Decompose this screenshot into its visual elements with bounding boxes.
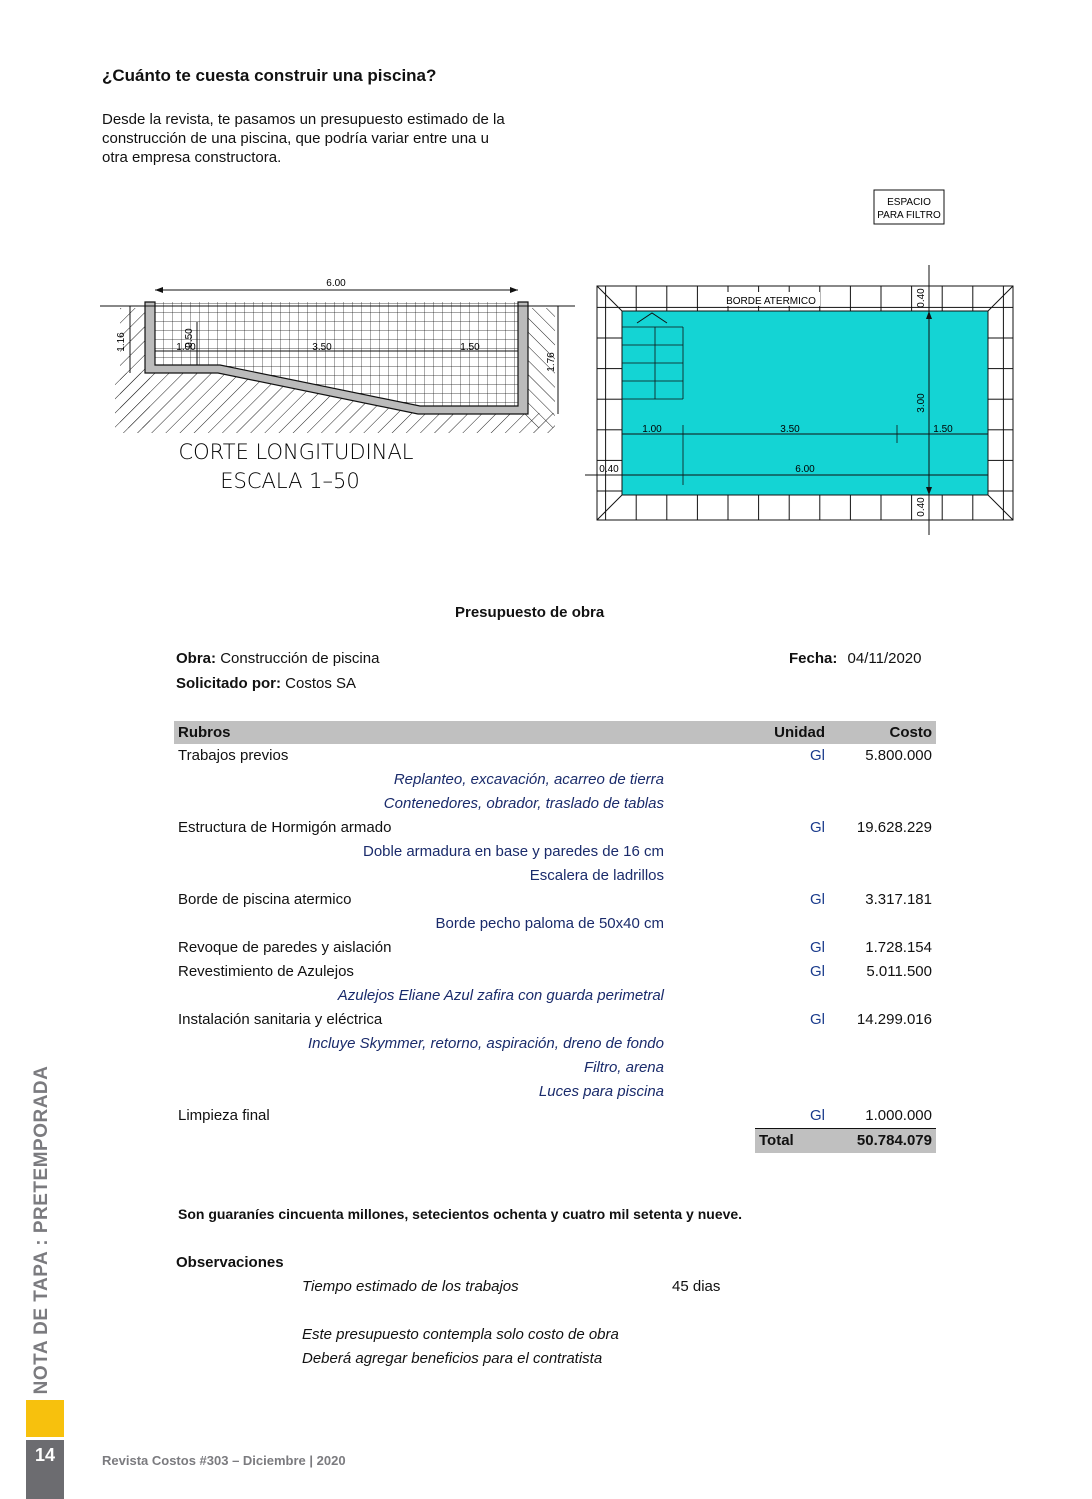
table-subrow [174, 1080, 936, 1104]
total-spacer [174, 1129, 755, 1154]
table-row [174, 1104, 936, 1129]
obs-time-value: 45 dias [672, 1278, 721, 1295]
budget-heading: Presupuesto de obra [455, 604, 605, 621]
table-row [174, 816, 936, 840]
col-rubros: Rubros [174, 721, 755, 744]
requester-value: Costos SA [285, 675, 357, 692]
budget-table [174, 721, 936, 1153]
plan-dim-top: 0.40 [916, 288, 927, 308]
longitudinal-section-drawing [100, 258, 575, 498]
row-item: Revoque de paredes y aislación [178, 939, 392, 956]
row-item: Trabajos previos [178, 747, 289, 764]
section-label-text: NOTA DE TAPA : PRETEMPORADA [31, 1065, 52, 1395]
plan-dim-left: 0.40 [599, 464, 619, 475]
filter-label-line2: PARA FILTRO [877, 210, 941, 221]
row-unit: Gl [810, 819, 825, 836]
budget-table-header [174, 721, 936, 744]
requester-line [176, 675, 356, 692]
table-row [174, 960, 936, 984]
section-label [22, 1060, 62, 1400]
article-title: ¿Cuánto te cuesta construir una piscina? [102, 66, 437, 85]
row-item: Revestimiento de Azulejos [178, 963, 354, 980]
section-caption-line2: ESCALA 1–50 [220, 469, 360, 493]
plan-dim-b: 3.50 [780, 424, 800, 435]
table-subrow [174, 864, 936, 888]
pool-plan-drawing [575, 185, 1025, 545]
section-dim-deep: 1.76 [546, 352, 557, 372]
section-caption-line1: CORTE LONGITUDINAL [178, 440, 414, 464]
row-cost: 19.628.229 [856, 819, 932, 836]
row-detail: Filtro, arena [583, 1059, 664, 1076]
footer-text: Revista Costos #303 – Diciembre | 2020 [102, 1453, 346, 1468]
date-label: Fecha: [789, 650, 838, 667]
row-unit: Gl [810, 747, 825, 764]
observations-heading: Observaciones [176, 1254, 284, 1271]
intro-line: otra empresa constructora. [102, 149, 282, 166]
row-detail: Incluye Skymmer, retorno, aspiración, dreno de fondo [307, 1035, 664, 1052]
row-cost: 3.317.181 [865, 891, 932, 908]
plan-dim-a: 1.00 [642, 424, 662, 435]
row-unit: Gl [810, 1011, 825, 1028]
row-cost: 1.728.154 [865, 939, 932, 956]
row-detail: Doble armadura en base y paredes de 16 cm [362, 843, 664, 860]
plan-dim-bottom: 0.40 [916, 497, 927, 517]
table-subrow [174, 984, 936, 1008]
total-row [174, 1129, 936, 1154]
row-unit: Gl [810, 939, 825, 956]
row-cost: 1.000.000 [833, 1104, 936, 1129]
table-subrow [174, 912, 936, 936]
page-number: 14 [26, 1440, 64, 1499]
obra-label: Obra: [176, 650, 217, 667]
row-detail: Replanteo, excavación, acarreo de tierra [393, 771, 664, 788]
table-row [174, 744, 936, 768]
intro-line: Desde la revista, te pasamos un presupuesto estimado de la [102, 111, 505, 128]
row-item: Limpieza final [178, 1107, 270, 1125]
amount-in-words: Son guaraníes cincuenta millones, setecientos ochenta y cuatro mil setenta y nueve. [178, 1206, 743, 1222]
section-dim-c: 1.50 [460, 342, 480, 353]
row-unit: Gl [810, 891, 825, 908]
section-dim-step: 0.50 [184, 328, 195, 348]
article-intro [102, 110, 572, 167]
table-row [174, 888, 936, 912]
row-cost: 5.800.000 [865, 747, 932, 764]
date-line [789, 650, 922, 667]
obs-note-1: Este presupuesto contempla solo costo de obra [302, 1326, 619, 1343]
row-item: Estructura de Hormigón armado [178, 819, 392, 836]
row-detail: Azulejos Eliane Azul zafira con guarda perimetral [337, 987, 664, 1004]
row-cost: 14.299.016 [856, 1011, 932, 1028]
accent-bar [26, 1400, 64, 1437]
row-item: Instalación sanitaria y eléctrica [178, 1011, 383, 1028]
filter-label-line1: ESPACIO [887, 197, 931, 208]
col-unidad: Unidad [755, 721, 833, 744]
row-detail: Luces para piscina [538, 1083, 664, 1100]
plan-dim-total: 6.00 [795, 464, 815, 475]
table-subrow [174, 1032, 936, 1056]
table-subrow [174, 768, 936, 792]
row-item: Borde de piscina atermico [178, 891, 352, 908]
section-dim-shallow: 1.16 [116, 332, 127, 352]
intro-line: construcción de una piscina, que podría variar entre una u [102, 130, 489, 147]
obs-note-2: Deberá agregar beneficios para el contratista [302, 1350, 603, 1367]
row-cost: 5.011.500 [866, 963, 932, 980]
row-detail: Borde pecho paloma de 50x40 cm [435, 915, 664, 932]
section-dim-total: 6.00 [326, 278, 346, 289]
table-subrow [174, 792, 936, 816]
table-row [174, 936, 936, 960]
date-value: 04/11/2020 [847, 650, 922, 667]
table-subrow [174, 840, 936, 864]
obra-line [176, 650, 379, 667]
plan-border-label: BORDE ATERMICO [726, 296, 816, 307]
row-unit: Gl [755, 1104, 833, 1129]
section-dim-a: 1.00 [176, 342, 196, 353]
table-row [174, 1008, 936, 1032]
section-dim-b: 3.50 [312, 342, 332, 353]
row-detail: Contenedores, obrador, traslado de tablas [383, 795, 664, 812]
obra-value: Construcción de piscina [220, 650, 380, 667]
requester-label: Solicitado por: [176, 675, 281, 692]
row-detail: Escalera de ladrillos [529, 867, 664, 884]
col-costo: Costo [833, 721, 936, 744]
row-unit: Gl [810, 963, 825, 980]
total-label: Total [755, 1129, 833, 1154]
table-subrow [174, 1056, 936, 1080]
plan-dim-width: 3.00 [916, 393, 927, 413]
plan-dim-c: 1.50 [933, 424, 953, 435]
obs-time-label: Tiempo estimado de los trabajos [302, 1278, 519, 1295]
total-value: 50.784.079 [833, 1129, 936, 1154]
